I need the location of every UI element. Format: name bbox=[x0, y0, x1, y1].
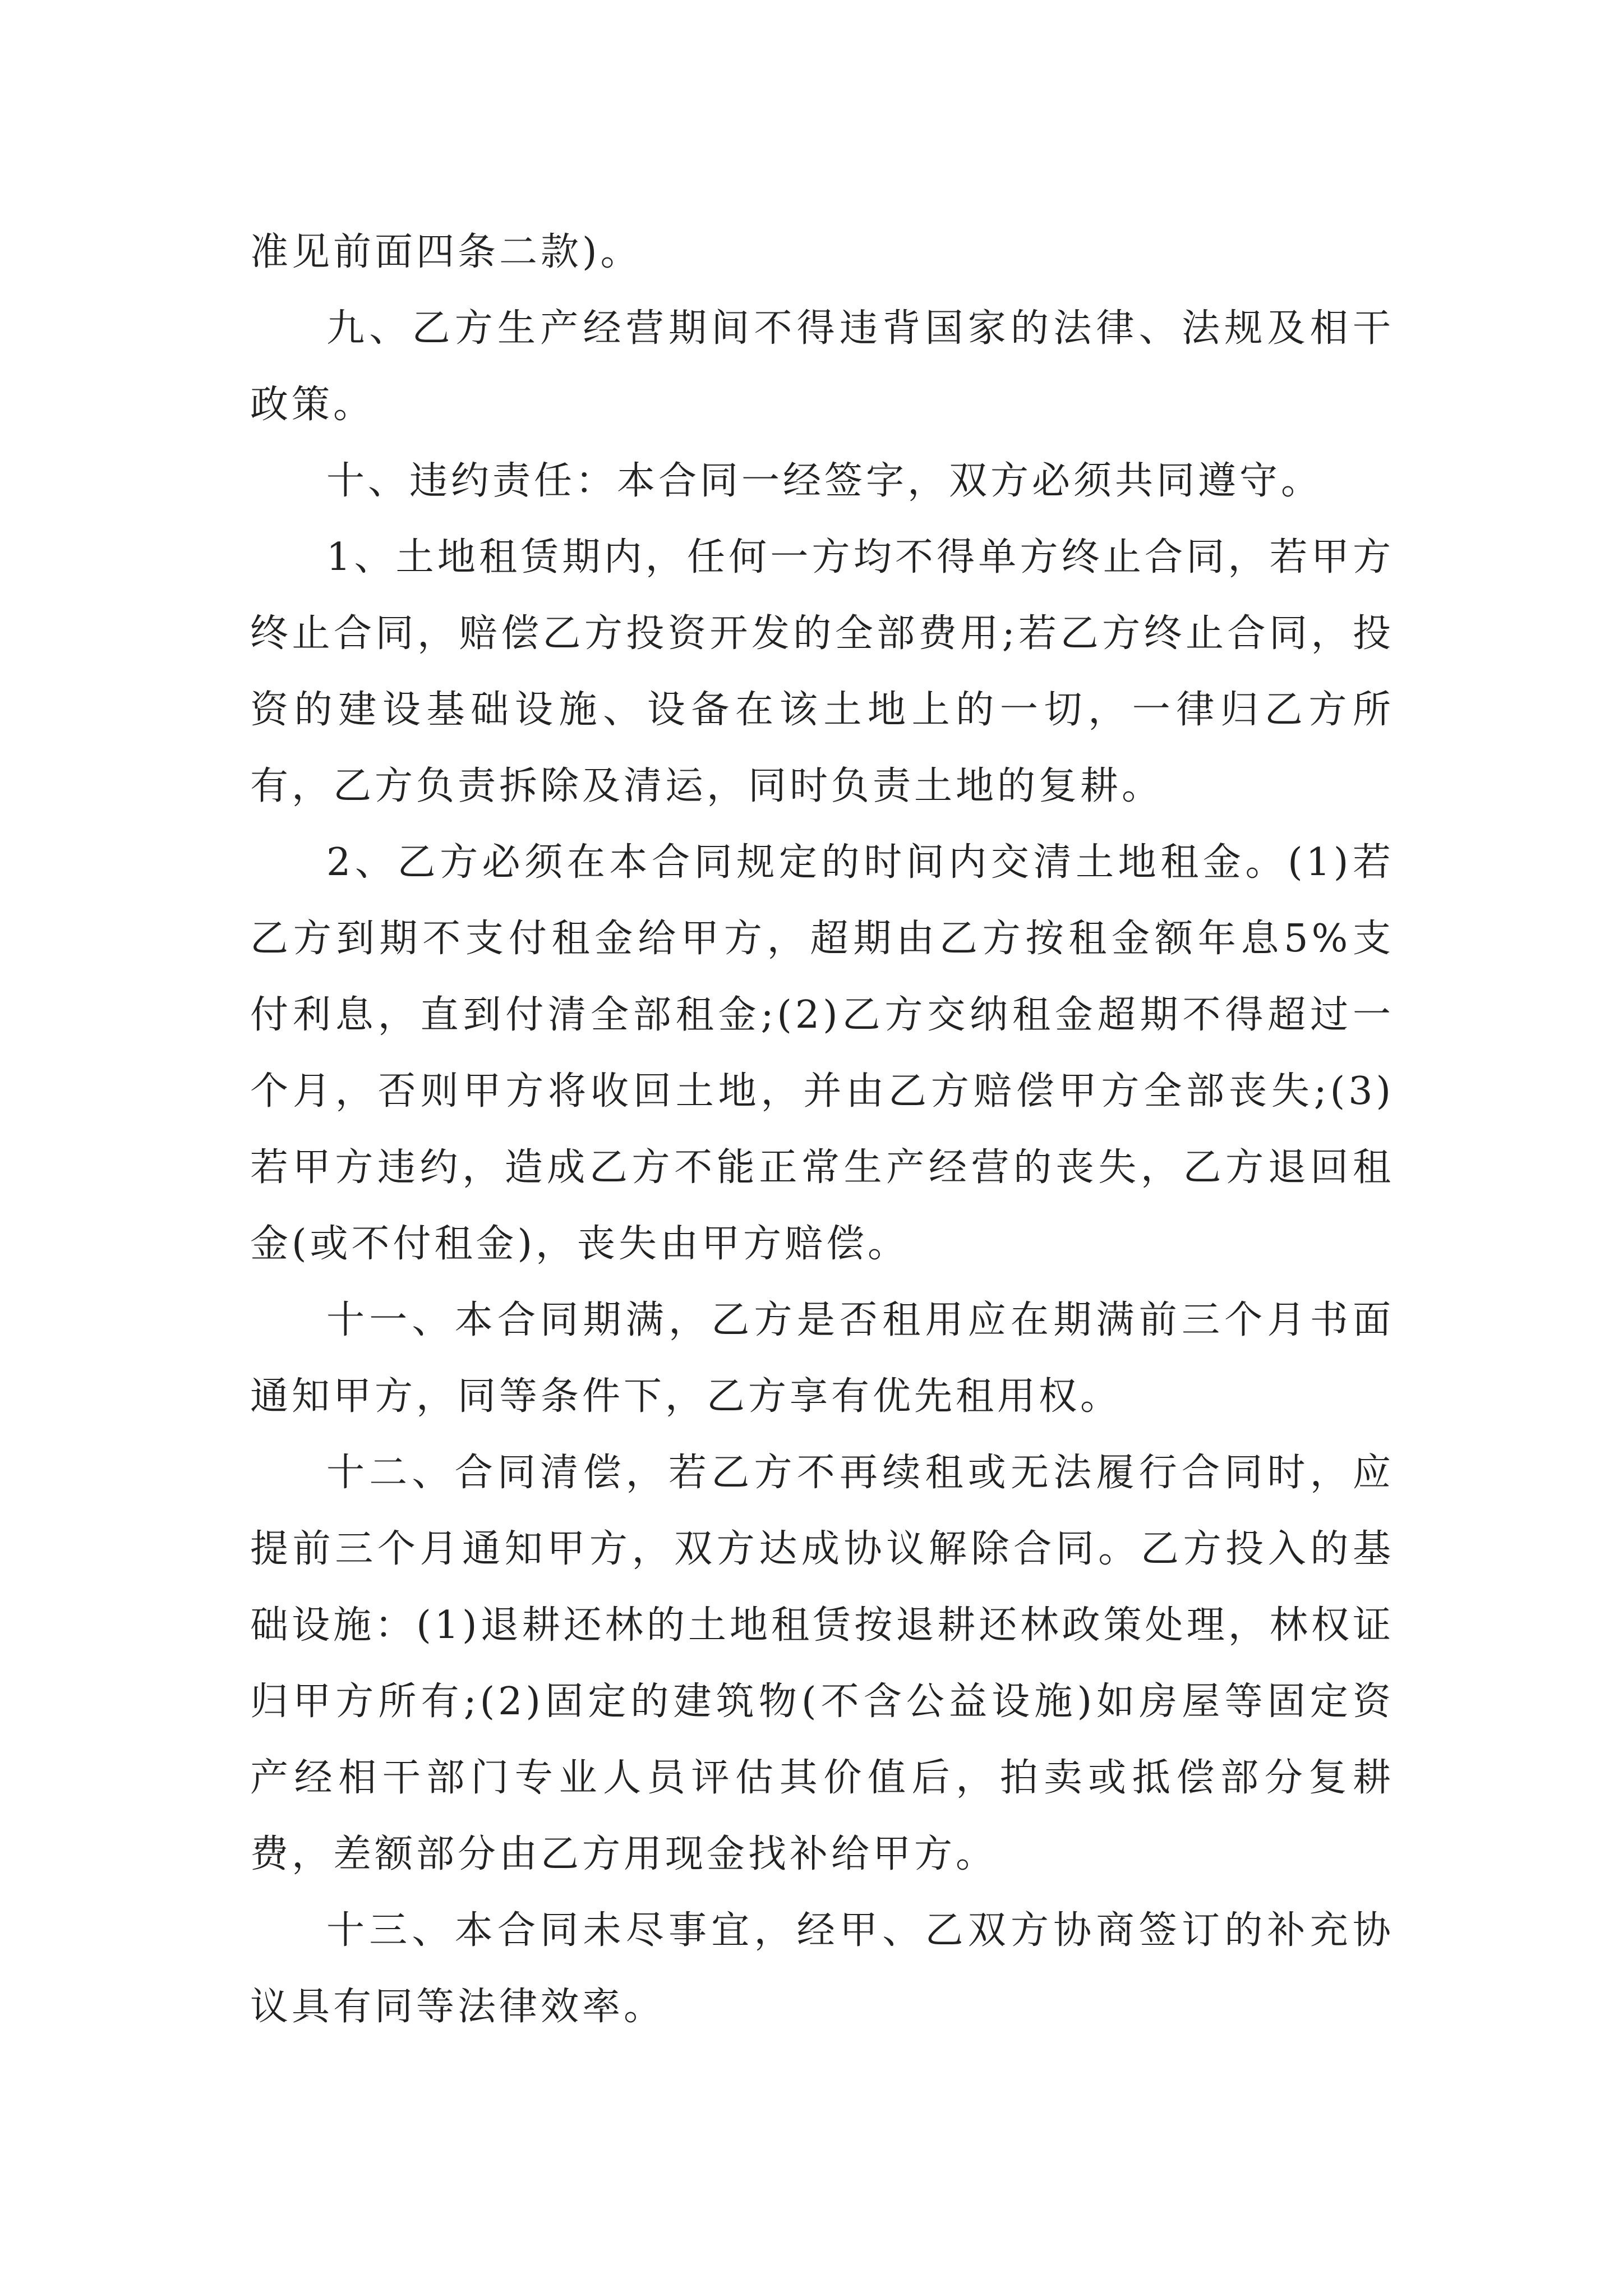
contract-body bbox=[250, 214, 1394, 2045]
paragraph-continued: 准见前面四条二款)。 bbox=[250, 230, 642, 274]
paragraph-clause-9: 九、乙方生产经营期间不得违背国家的法律、法规及相干政策。 bbox=[250, 306, 1394, 427]
paragraph-clause-10-item-2: 2、乙方必须在本合同规定的时间内交清土地租金。(1)若乙方到期不支付租金给甲方，超期由乙方按租金额年息5%支付利息，直到付清全部租金;(2)乙方交纳租金超期不得超过一个月，否则甲方将收回土地，并由乙方赔偿甲方全部丧失;(3)若甲方违约，造成乙方不能正常生产经营的丧失，乙方退回租金(或不付租金)，丧失由甲方赔偿。 bbox=[250, 840, 1394, 1266]
paragraph-clause-10: 十、违约责任：本合同一经签字，双方必须共同遵守。 bbox=[326, 459, 1323, 503]
paragraph-clause-12: 十二、合同清偿，若乙方不再续租或无法履行合同时，应提前三个月通知甲方，双方达成协议解除合同。乙方投入的基础设施：(1)退耕还林的土地租赁按退耕还林政策处理，林权证归甲方所有;(2)固定的建筑物(不含公益设施)如房屋等固定资产经相干部门专业人员评估其价值后，拍卖或抵偿部分复耕费，差额部分由乙方用现金找补给甲方。 bbox=[250, 1451, 1394, 1876]
paragraph-clause-10-item-1: 1、土地租赁期内，任何一方均不得单方终止合同，若甲方终止合同，赔偿乙方投资开发的全部费用;若乙方终止合同，投资的建设基础设施、设备在该土地上的一切，一律归乙方所有，乙方负责拆除及清运，同时负责土地的复耕。 bbox=[250, 535, 1394, 808]
paragraph-clause-11: 十一、本合同期满，乙方是否租用应在期满前三个月书面通知甲方，同等条件下，乙方享有优先租用权。 bbox=[250, 1298, 1394, 1419]
paragraph-clause-13: 十三、本合同未尽事宜，经甲、乙双方协商签订的补充协议具有同等法律效率。 bbox=[250, 1908, 1394, 2029]
